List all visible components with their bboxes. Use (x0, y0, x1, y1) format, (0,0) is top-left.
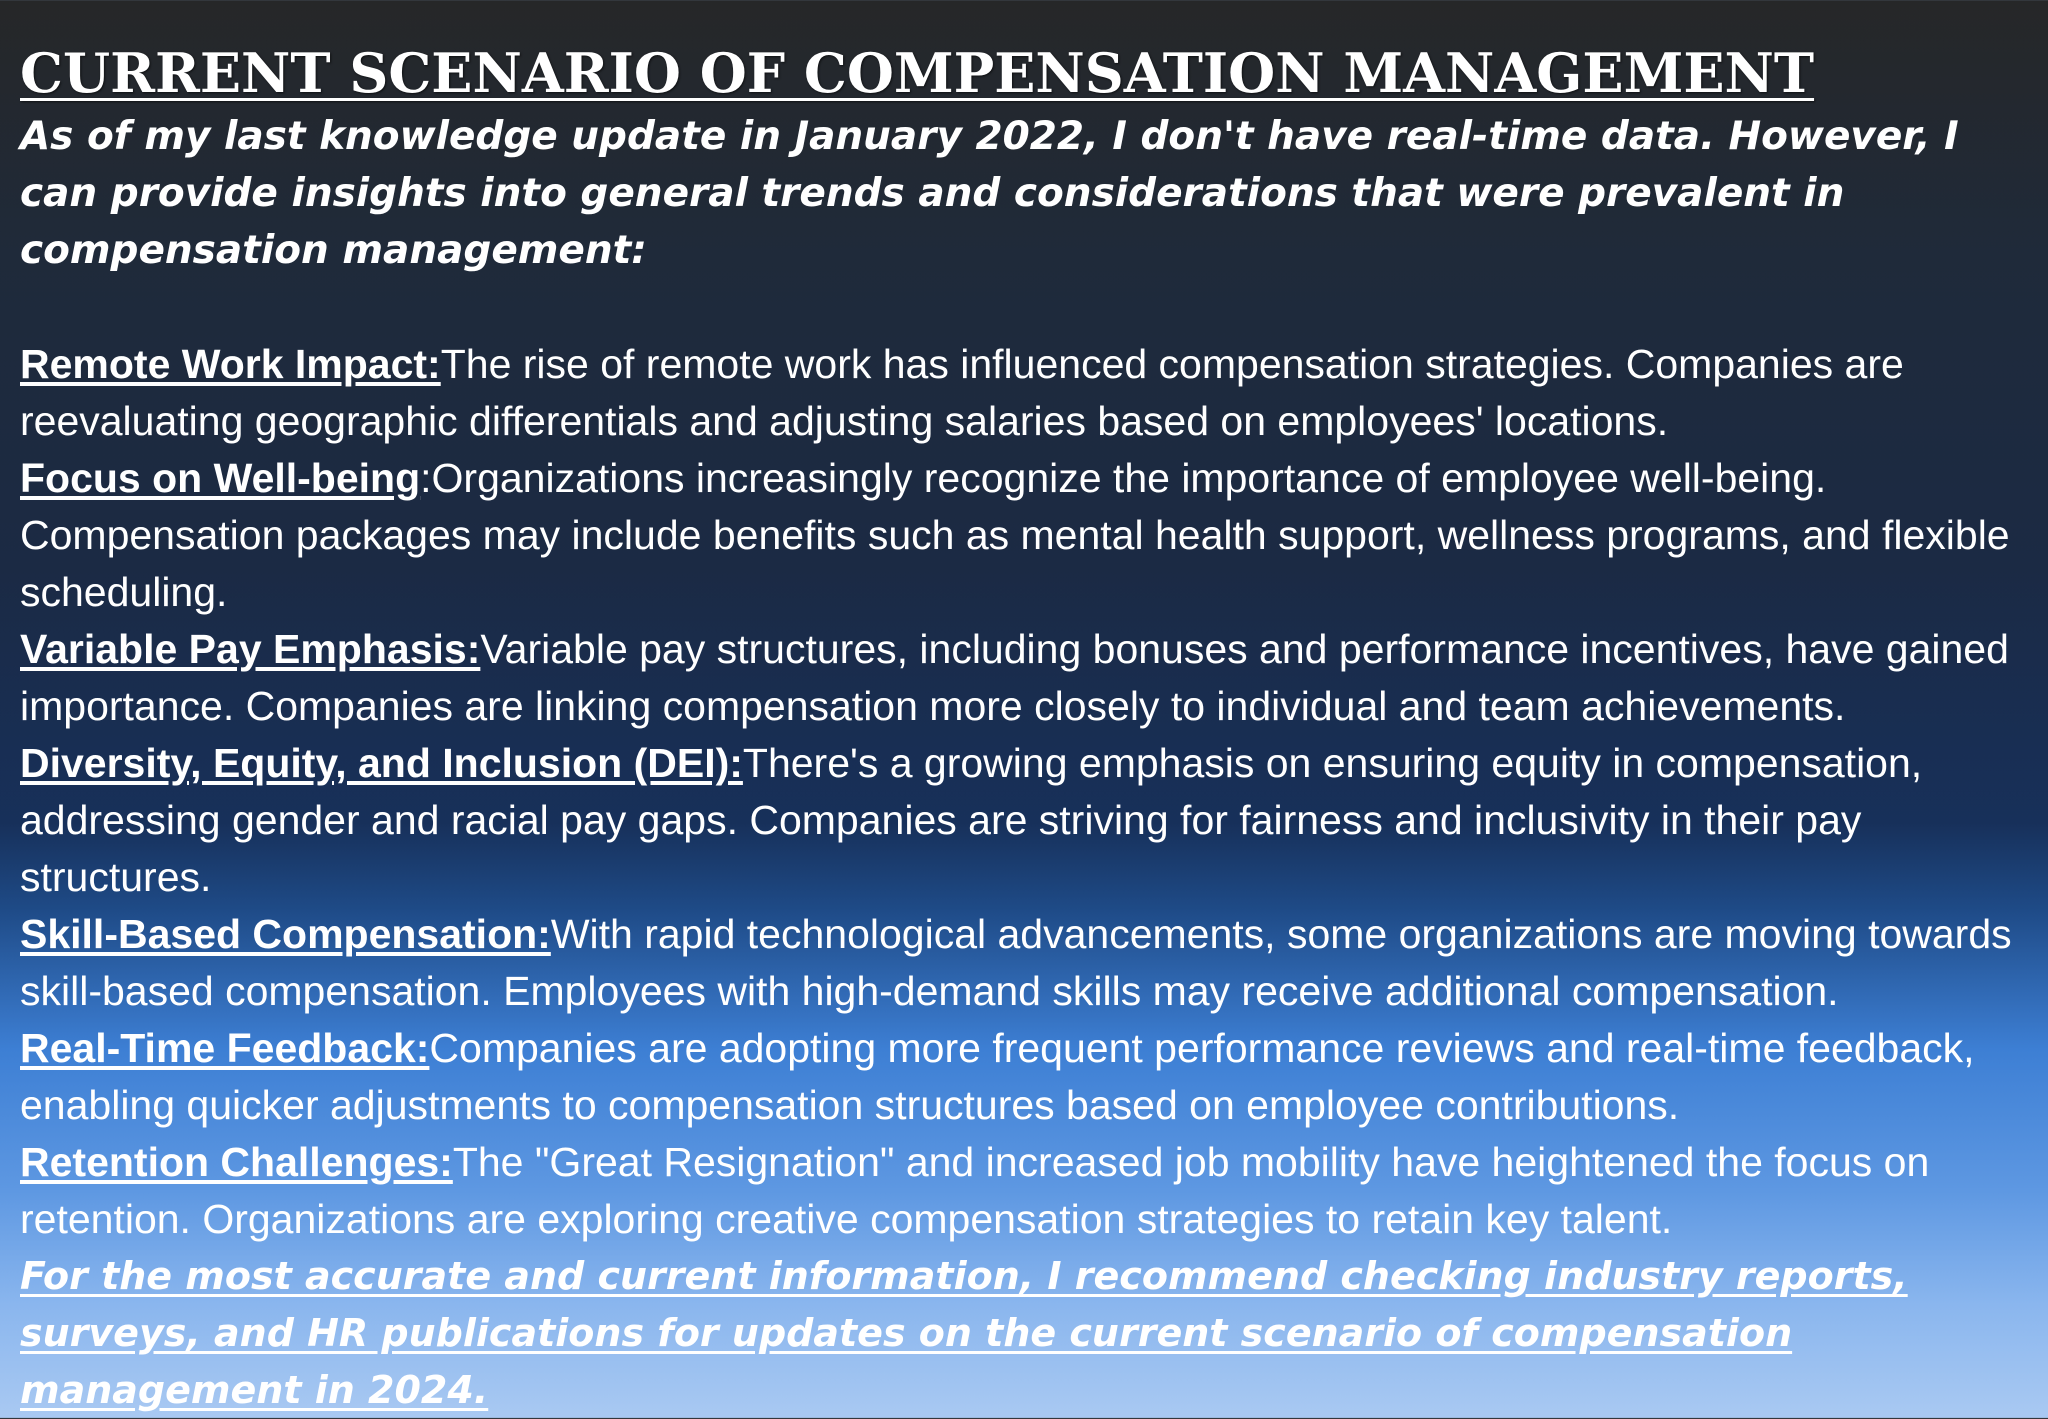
trend-text: With rapid technological advancements, some organizations are moving towards skill-based compensation. Employees with high-demand skills may receive additional compensation. (20, 911, 2012, 1014)
trend-heading: Remote Work Impact: (20, 341, 441, 387)
trend-text: The "Great Resignation" and increased job mobility have heightened the focus on retention. Organizations are exploring creative compensation strategies to retain key talent. (20, 1139, 1930, 1242)
trend-item-dei (20, 735, 2020, 906)
trend-heading: Skill-Based Compensation: (20, 911, 551, 957)
trend-item-real-time-feedback (20, 1020, 2020, 1134)
closing-paragraph: For the most accurate and current information, I recommend checking industry reports, surveys, and HR publications for updates on the current scenario of compensation management in 2024. (20, 1254, 1908, 1412)
trend-heading: Focus on Well-being (20, 455, 421, 501)
trend-item-variable-pay (20, 621, 2020, 735)
trend-heading: Diversity, Equity, and Inclusion (DEI): (20, 740, 743, 786)
slide-title: CURRENT SCENARIO OF COMPENSATION MANAGEMENT (20, 41, 1815, 105)
trend-text: There's a growing emphasis on ensuring equity in compensation, addressing gender and racial pay gaps. Companies are striving for fairness and inclusivity in their pay structures. (20, 740, 1923, 900)
trend-item-well-being (20, 450, 2020, 621)
trend-text: Companies are adopting more frequent performance reviews and real-time feedback, enabling quicker adjustments to compensation structures based on employee contributions. (20, 1025, 1975, 1128)
trend-heading: Retention Challenges: (20, 1139, 453, 1185)
trend-text: The rise of remote work has influenced compensation strategies. Companies are reevaluating geographic differentials and adjusting salaries based on employees' locations. (20, 341, 1904, 444)
trend-text: Variable pay structures, including bonuses and performance incentives, have gained importance. Companies are linking compensation more closely to individual and team achievements. (20, 626, 2009, 729)
trend-item-skill-based (20, 906, 2020, 1020)
trend-item-remote-work (20, 336, 2020, 450)
spacer (20, 279, 2028, 336)
trend-item-retention (20, 1134, 2020, 1248)
trend-heading: Real-Time Feedback: (20, 1025, 430, 1071)
trend-heading: Variable Pay Emphasis: (20, 626, 481, 672)
trend-text: :Organizations increasingly recognize the importance of employee well-being. Compensation packages may include benefits such as mental health support, wellness programs, and flexible scheduling. (20, 455, 2010, 615)
intro-paragraph: As of my last knowledge update in January 2022, I don't have real-time data. However, I can provide insights into general trends and considerations that were prevalent in compensation management: (20, 114, 1959, 273)
